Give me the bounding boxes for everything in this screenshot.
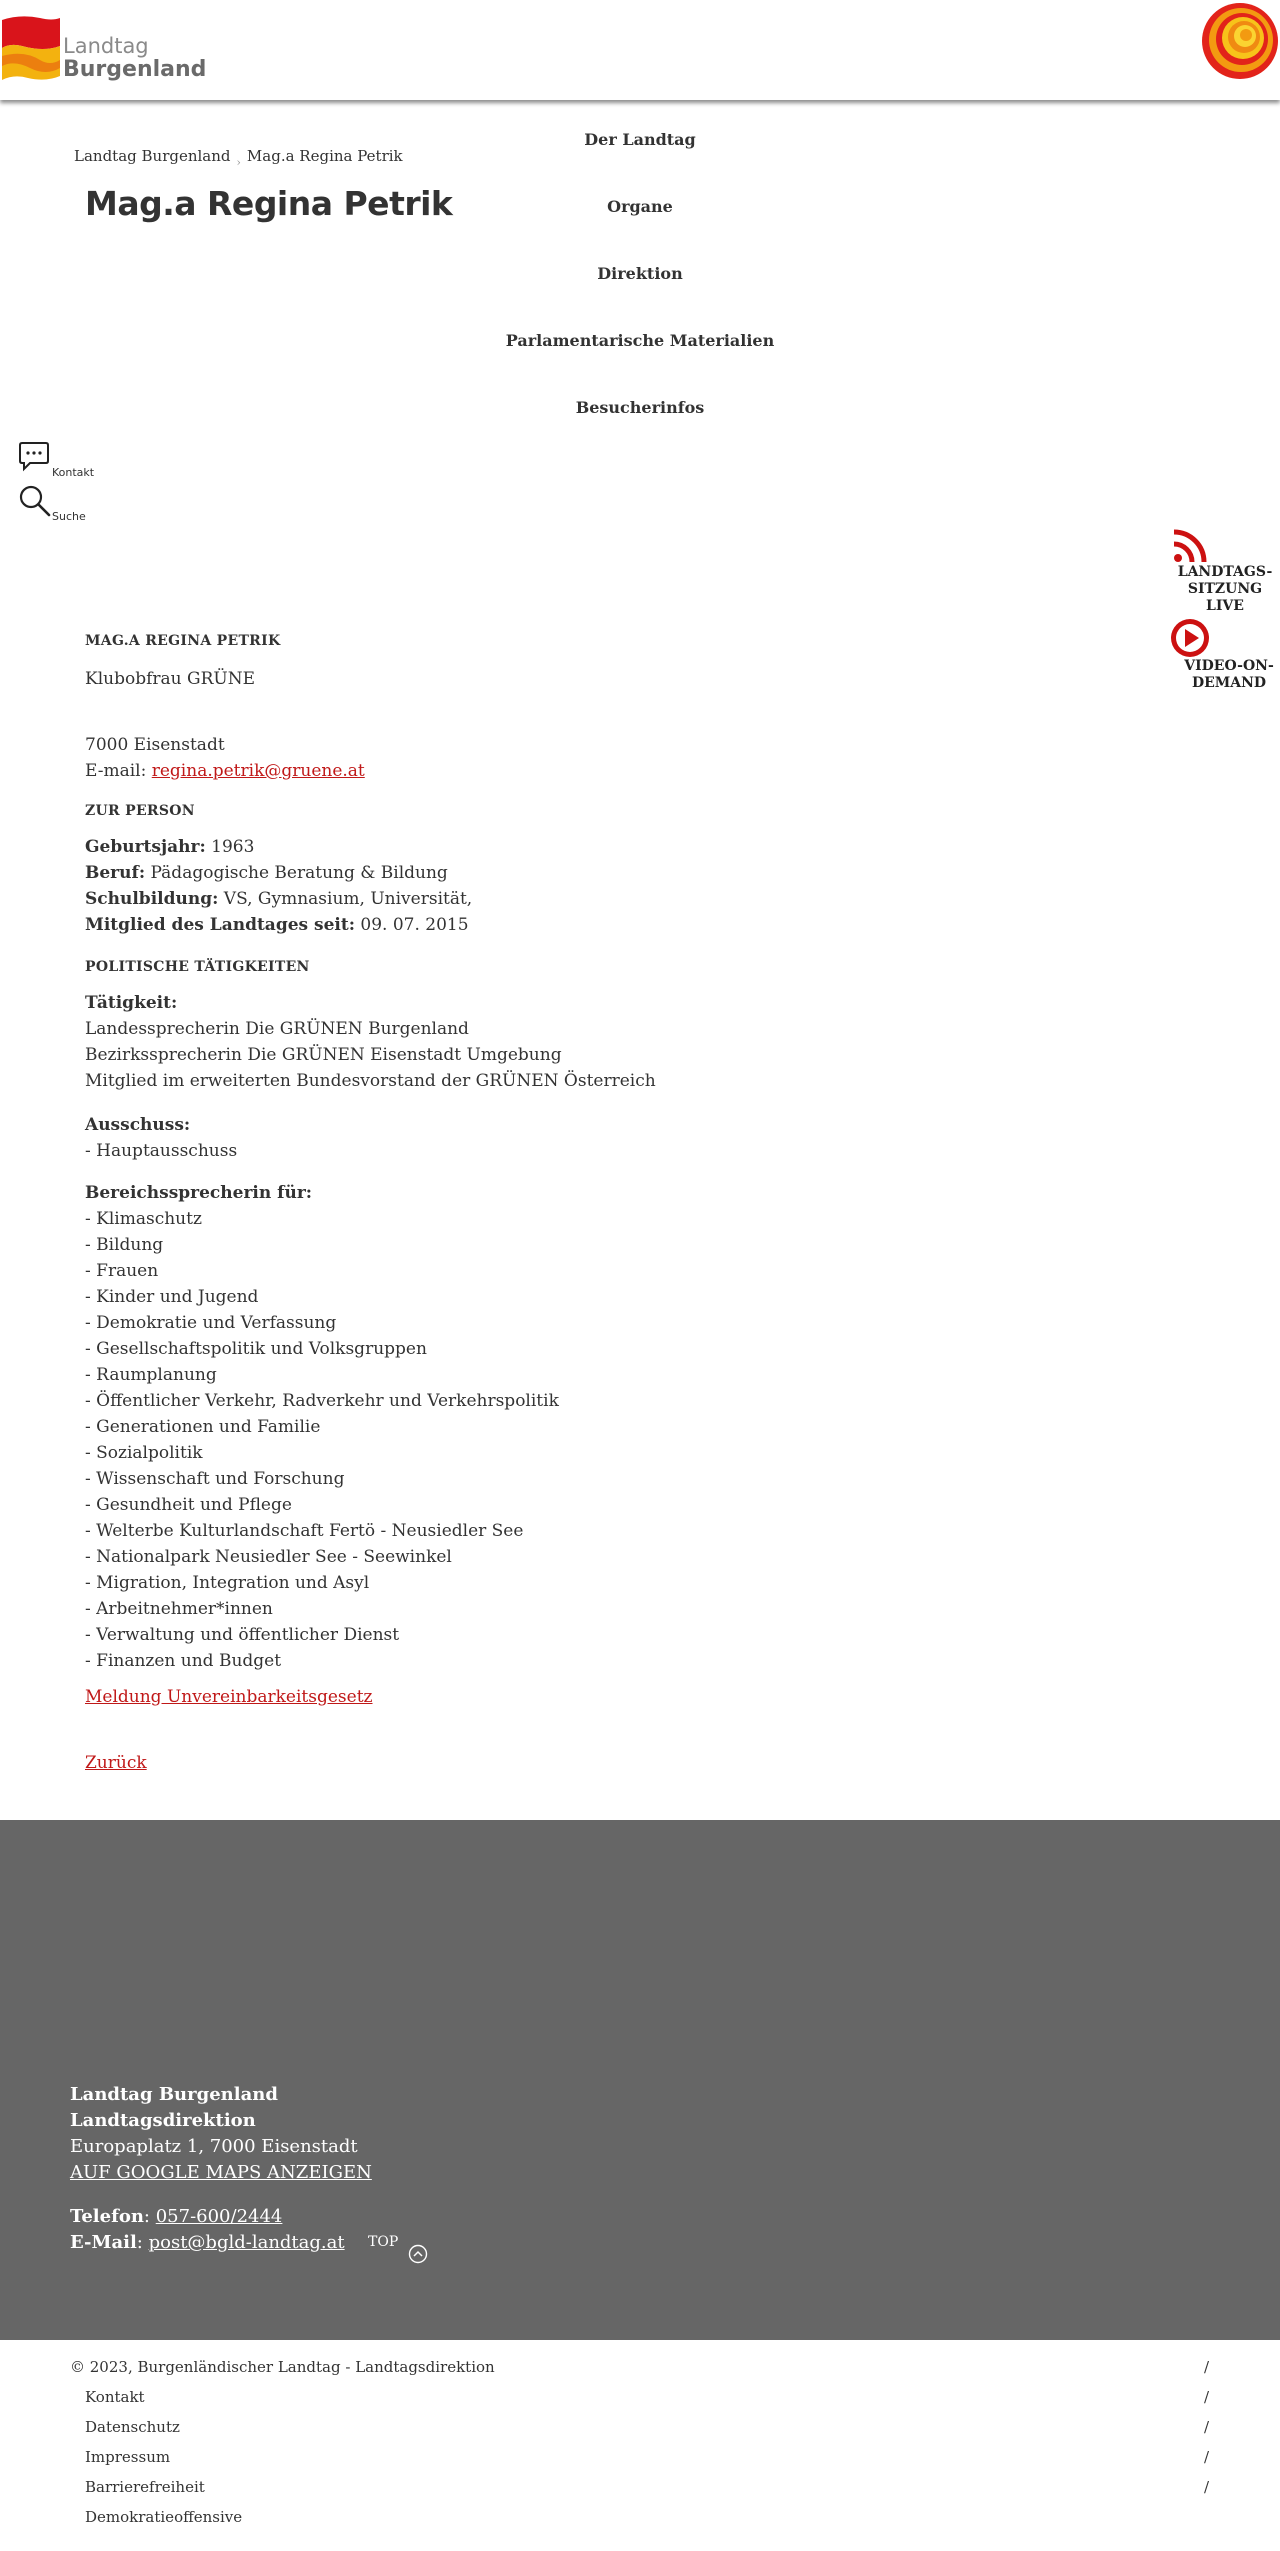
profile-name-caps: MAG.A REGINA PETRIK — [85, 633, 281, 649]
bottom-link-demokratieoffensive[interactable]: Demokratieoffensive — [85, 2508, 243, 2526]
spokesperson-item: - Sozialpolitik — [85, 1443, 203, 1463]
footer-org-1: Landtag Burgenland — [70, 2084, 278, 2105]
back-to-top-button[interactable] — [368, 2234, 398, 2250]
member-since-row — [85, 912, 469, 938]
sun-spiral-icon[interactable] — [1198, 0, 1280, 82]
breadcrumb-separator-icon: › — [236, 155, 241, 169]
logo-line-2: Burgenland — [63, 57, 207, 82]
site-footer — [0, 1820, 1280, 2340]
member-since-label: Mitglied des Landtages seit: — [85, 915, 355, 935]
spokesperson-item: - Frauen — [85, 1261, 159, 1281]
spokesperson-item: - Kinder und Jugend — [85, 1287, 259, 1307]
footer-address: Europaplatz 1, 7000 Eisenstadt — [70, 2136, 358, 2157]
footer-org-2: Landtagsdirektion — [70, 2110, 256, 2131]
activity-item: Mitglied im erweiterten Bundesvorstand der GRÜNEN Österreich — [85, 1071, 656, 1091]
bottom-link-impressum[interactable]: Impressum — [85, 2448, 171, 2466]
incompatibility-link[interactable]: Meldung Unvereinbarkeitsgesetz — [85, 1687, 373, 1707]
committee-item: - Hauptausschuss — [85, 1141, 238, 1161]
job-label: Beruf: — [85, 863, 146, 883]
logo-line-1: Landtag — [63, 34, 149, 58]
spokesperson-item: - Bildung — [85, 1235, 164, 1255]
spokesperson-list — [85, 1206, 985, 1674]
political-heading: POLITISCHE TÄTIGKEITEN — [85, 959, 310, 975]
spokesperson-item: - Nationalpark Neusiedler See - Seewinkel — [85, 1547, 452, 1567]
job-row — [85, 860, 448, 886]
spokesperson-item: - Gesellschaftspolitik und Volksgruppen — [85, 1339, 427, 1359]
spokesperson-item: - Raumplanung — [85, 1365, 217, 1385]
live-label-line-1: LANDTAGS- — [1177, 564, 1273, 580]
bottom-link-barrierefreiheit[interactable]: Barrierefreiheit — [85, 2478, 205, 2496]
nav-item-direktion[interactable]: Direktion — [597, 264, 683, 283]
link-separator: / — [1204, 2418, 1210, 2436]
birth-year-row — [85, 834, 254, 860]
play-icon — [1170, 618, 1210, 658]
chevron-up-circle-icon — [408, 2244, 428, 2264]
phone-label: Telefon — [70, 2206, 144, 2227]
spokesperson-item: - Finanzen und Budget — [85, 1651, 282, 1671]
footer-maps-row — [70, 2160, 372, 2186]
spokesperson-item: - Klimaschutz — [85, 1209, 202, 1229]
phone-colon: : — [143, 2206, 156, 2227]
search-label: Suche — [52, 510, 86, 523]
nav-item-besucherinfos[interactable]: Besucherinfos — [575, 398, 705, 417]
spokesperson-item: - Migration, Integration und Asyl — [85, 1573, 370, 1593]
page-title: Mag.a Regina Petrik — [85, 184, 453, 223]
breadcrumb-home[interactable]: Landtag Burgenland — [74, 147, 231, 165]
logo-wordmark — [63, 34, 206, 82]
job-value: Pädagogische Beratung & Bildung — [145, 863, 448, 883]
spokesperson-item: - Welterbe Kulturlandschaft Fertö - Neusiedler See — [85, 1521, 524, 1541]
vod-label-line-2: DEMAND — [1191, 675, 1267, 691]
spokesperson-item: - Gesundheit und Pflege — [85, 1495, 292, 1515]
footer-email-row — [70, 2230, 345, 2256]
google-maps-link[interactable]: AUF GOOGLE MAPS ANZEIGEN — [70, 2162, 372, 2183]
email-link[interactable]: regina.petrik@gruene.at — [151, 761, 365, 781]
nav-item-parlamentarische-materialien[interactable]: Parlamentarische Materialien — [505, 331, 775, 350]
site-logo[interactable] — [0, 16, 207, 82]
profile-city: 7000 Eisenstadt — [85, 735, 225, 755]
activity-item: Landessprecherin Die GRÜNEN Burgenland — [85, 1019, 469, 1039]
video-on-demand-button[interactable] — [1170, 618, 1280, 692]
email-colon: : — [136, 2232, 149, 2253]
breadcrumb — [74, 146, 403, 169]
site-header — [0, 0, 1280, 100]
live-session-button[interactable] — [1170, 526, 1280, 614]
search-tool[interactable] — [18, 484, 86, 523]
birth-year-value: 1963 — [205, 837, 255, 857]
school-label: Schulbildung: — [85, 889, 219, 909]
nav-item-der-landtag[interactable]: Der Landtag — [584, 130, 696, 149]
activity-item: Bezirkssprecherin Die GRÜNEN Eisenstadt Umgebung — [85, 1045, 562, 1065]
spokesperson-item: - Wissenschaft und Forschung — [85, 1469, 345, 1489]
spokesperson-item: - Arbeitnehmer*innen — [85, 1599, 273, 1619]
copyright: © 2023, Burgenländischer Landtag - Landtagsdirektion — [70, 2358, 495, 2376]
school-row — [85, 886, 472, 912]
birth-year-label: Geburtsjahr: — [85, 837, 206, 857]
search-icon — [18, 484, 52, 518]
link-separator: / — [1204, 2358, 1210, 2376]
spokesperson-item: - Generationen und Familie — [85, 1417, 321, 1437]
zur-person-heading: ZUR PERSON — [85, 803, 195, 819]
footer-phone-row — [70, 2204, 282, 2230]
footer-email-label: E-Mail — [70, 2232, 137, 2253]
chat-bubble-icon — [18, 440, 50, 472]
activity-label: Tätigkeit: — [85, 993, 178, 1013]
back-row — [85, 1750, 147, 1776]
profile-email-line — [85, 758, 365, 784]
spokesperson-item: - Öffentlicher Verkehr, Radverkehr und Verkehrspolitik — [85, 1391, 559, 1411]
nav-item-organe[interactable]: Organe — [607, 197, 673, 216]
link-separator: / — [1204, 2478, 1210, 2496]
spokesperson-item: - Verwaltung und öffentlicher Dienst — [85, 1625, 400, 1645]
link-separator: / — [1204, 2448, 1210, 2466]
spokesperson-item: - Demokratie und Verfassung — [85, 1313, 337, 1333]
rss-icon — [1172, 526, 1210, 564]
footer-email-link[interactable]: post@bgld-landtag.at — [148, 2232, 345, 2253]
top-label: TOP — [368, 2234, 399, 2250]
incompatibility-row — [85, 1684, 373, 1710]
profile-role: Klubobfrau GRÜNE — [85, 669, 255, 689]
vod-label-line-1: VIDEO-ON- — [1184, 658, 1274, 674]
member-since-value: 09. 07. 2015 — [355, 915, 469, 935]
email-label: E-mail: — [85, 761, 152, 781]
link-separator: / — [1204, 2388, 1210, 2406]
committee-label: Ausschuss: — [85, 1115, 191, 1135]
back-link[interactable]: Zurück — [85, 1753, 147, 1773]
bottom-bar — [0, 2340, 1280, 2551]
bottom-link-datenschutz[interactable]: Datenschutz — [85, 2418, 180, 2436]
contact-tool[interactable] — [18, 440, 95, 479]
bottom-link-kontakt[interactable]: Kontakt — [85, 2388, 145, 2406]
phone-link[interactable]: 057-600/2444 — [155, 2206, 283, 2227]
school-value: VS, Gymnasium, Universität, — [218, 889, 473, 909]
live-label-line-2: SITZUNG LIVE — [1187, 581, 1263, 614]
breadcrumb-current: Mag.a Regina Petrik — [246, 147, 403, 165]
spokesperson-label: Bereichssprecherin für: — [85, 1183, 313, 1203]
flag-icon — [0, 16, 60, 80]
contact-label: Kontakt — [52, 466, 95, 479]
